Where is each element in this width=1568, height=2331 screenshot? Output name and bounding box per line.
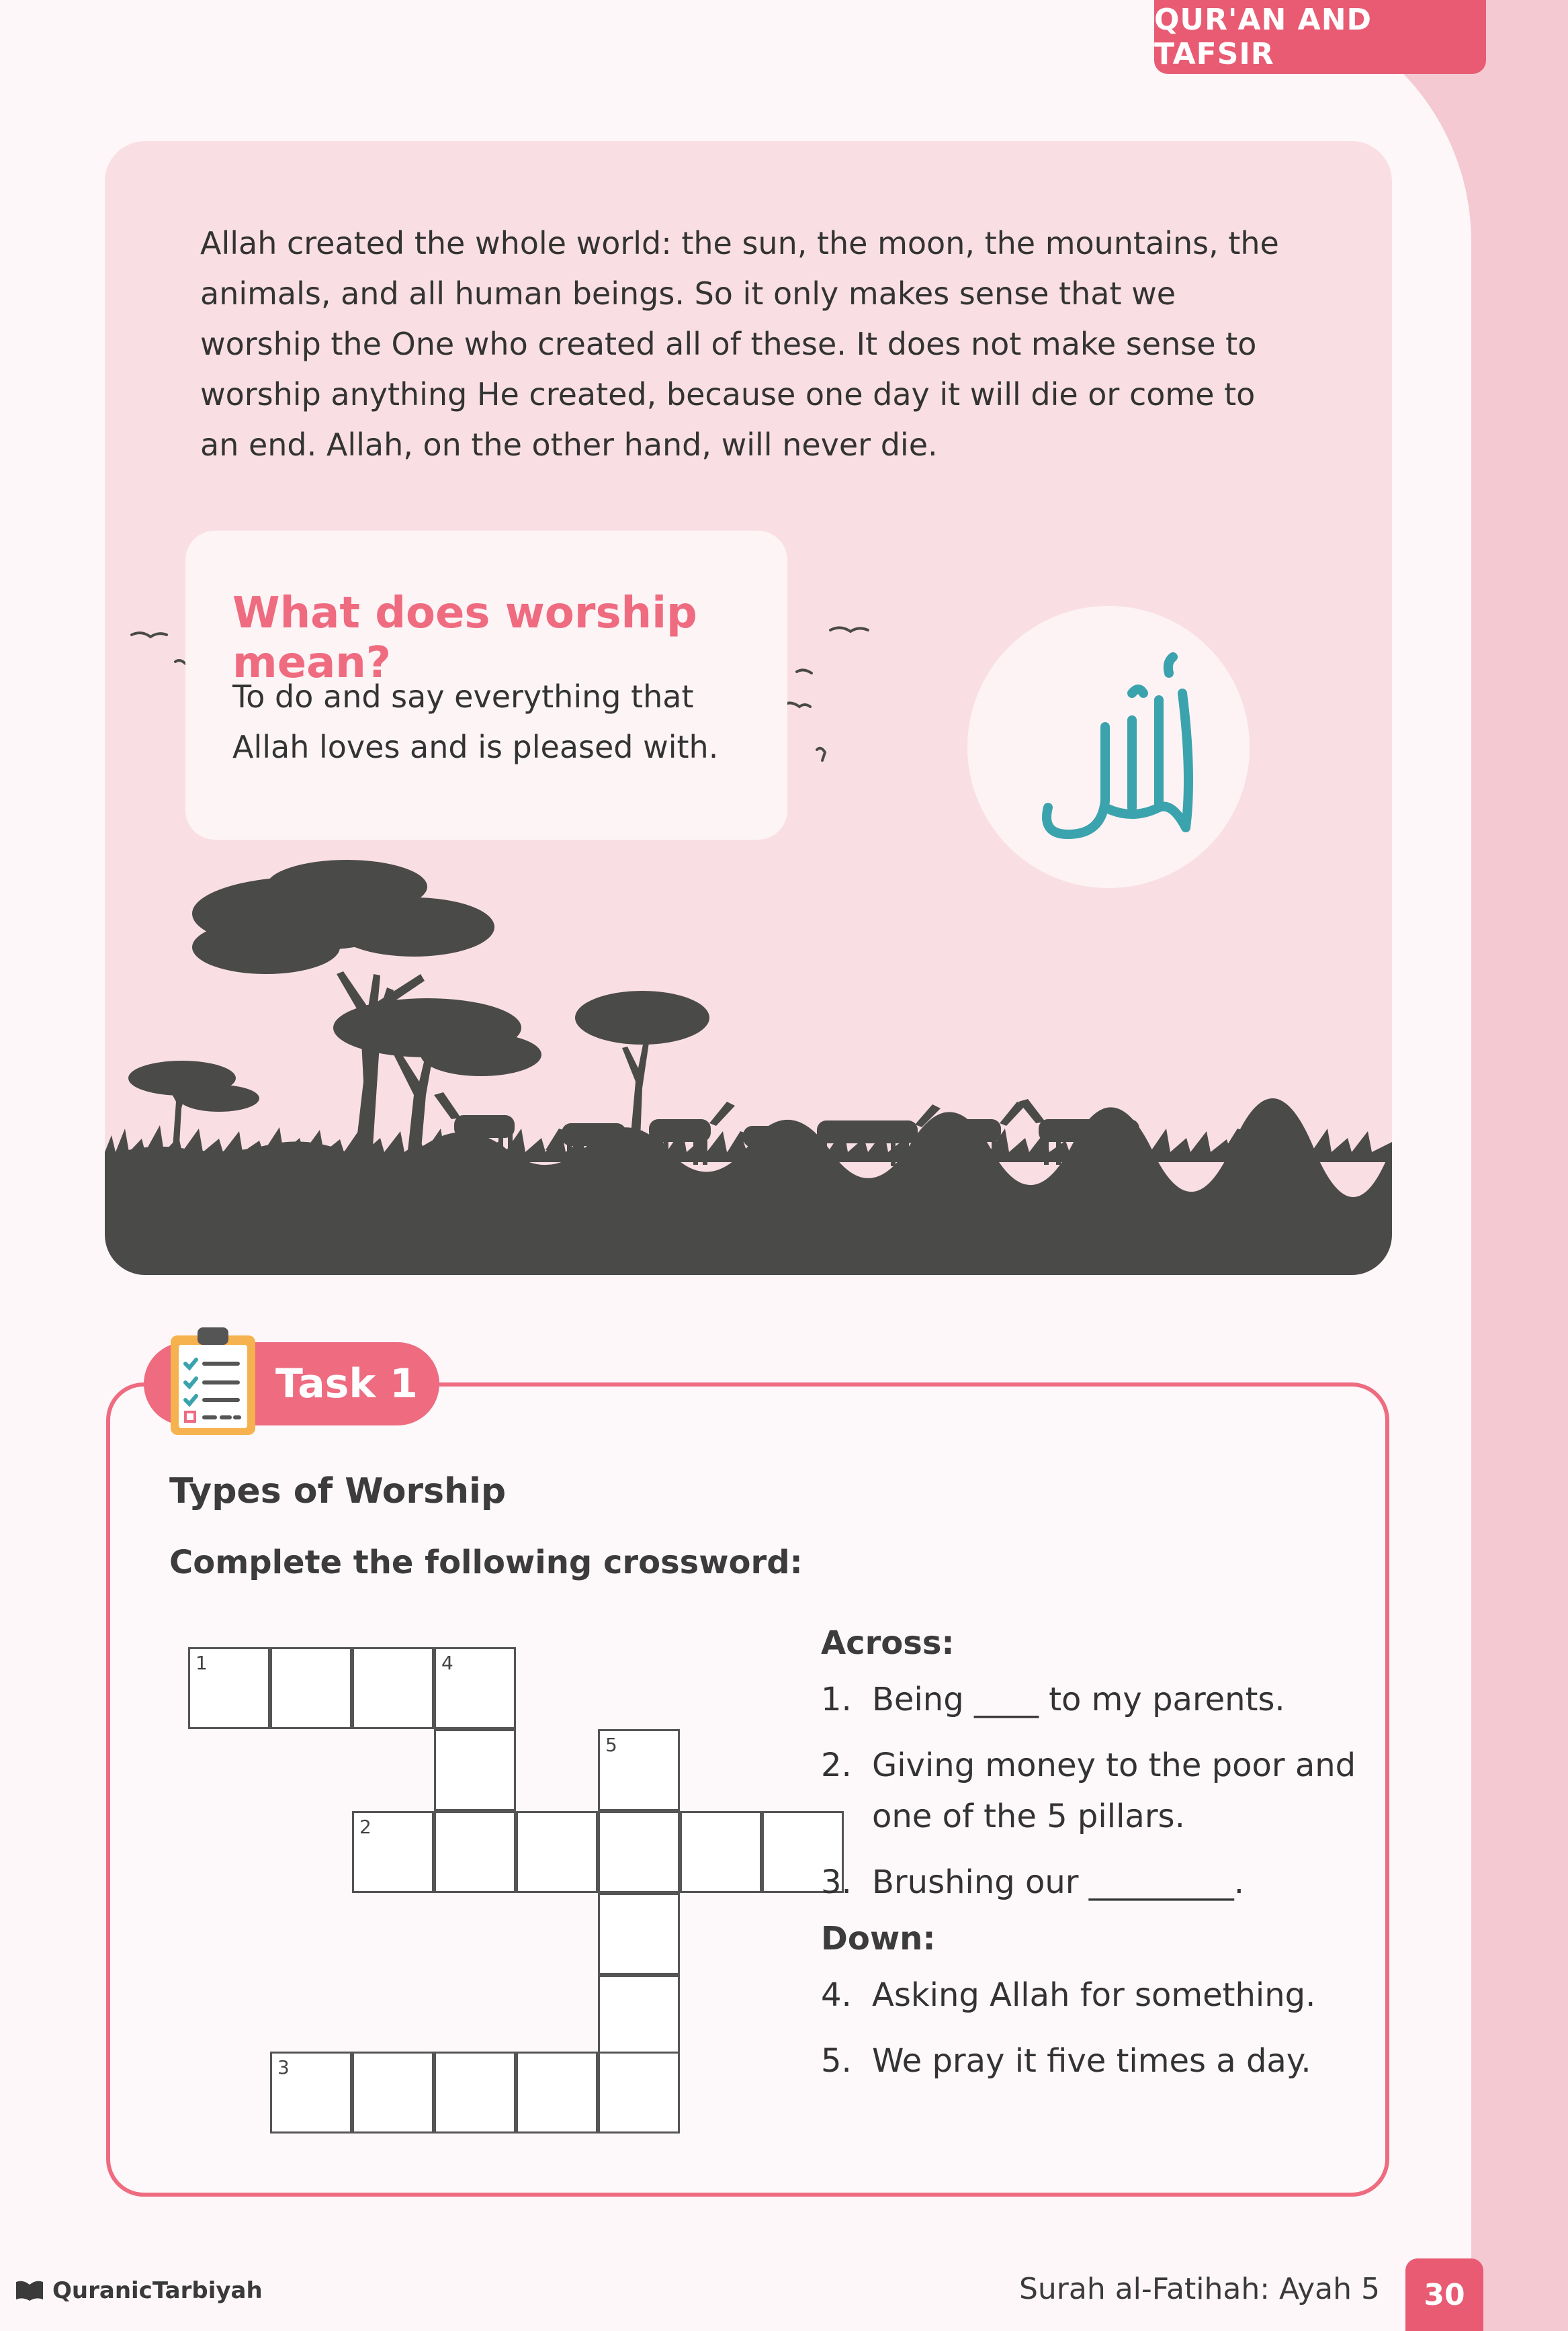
clue-item — [821, 1970, 1372, 2021]
cell-number: 4 — [441, 1652, 453, 1674]
crossword-cell[interactable] — [270, 1647, 352, 1729]
book-logo-icon — [15, 2279, 44, 2302]
allah-calligraphy-circle — [967, 606, 1250, 888]
clue-item — [821, 2035, 1372, 2086]
intro-paragraph: Allah created the whole world: the sun, the moon, the mountains, the animals, and all human beings. So it only makes sense that we worship the One who created all of these. It does not make sense to worship anything He created, because one day it will die or come to an end. Allah, on the other hand, will never die. — [200, 225, 1279, 463]
clue-item — [821, 1740, 1372, 1842]
clue-item — [821, 1857, 1372, 1908]
clue-number: 1. — [821, 1681, 852, 1718]
clipboard-checklist-icon — [168, 1323, 258, 1438]
cell-number: 1 — [195, 1652, 208, 1674]
clue-number: 4. — [821, 1976, 852, 2014]
section-tab: QUR'AN AND TAFSIR — [1154, 0, 1486, 74]
crossword-cell[interactable] — [434, 1729, 516, 1811]
down-heading: Down: — [821, 1920, 936, 1958]
brand-name: QuranicTarbiyah — [52, 2277, 263, 2304]
crossword-cell[interactable] — [352, 2052, 434, 2134]
crossword-cell[interactable] — [434, 1811, 516, 1893]
crossword-cell[interactable] — [434, 2052, 516, 2134]
crossword-cell[interactable] — [352, 1647, 434, 1729]
crossword-cell[interactable] — [598, 1975, 680, 2057]
crossword-cell[interactable] — [680, 1811, 762, 1893]
task-title: Types of Worship — [169, 1471, 507, 1511]
crossword-cell[interactable] — [188, 1647, 270, 1729]
intro-panel — [105, 141, 1392, 1275]
crossword-cell[interactable] — [598, 1729, 680, 1811]
crossword-cell[interactable] — [516, 2052, 598, 2134]
crossword-cell[interactable] — [434, 1647, 516, 1729]
definition-card — [185, 531, 787, 840]
clue-text: Being ____ to my parents. — [872, 1681, 1285, 1718]
crossword-cell[interactable] — [598, 1893, 680, 1975]
definition-text: To do and say everything that Allah loves and is pleased with. — [232, 678, 719, 765]
allah-calligraphy-icon — [967, 606, 1250, 888]
footer-brand — [15, 2277, 263, 2304]
clue-text: Giving money to the poor and one of the 5 pillars. — [872, 1747, 1356, 1835]
crossword-cell[interactable] — [598, 1811, 680, 1893]
clue-text: We pray it five times a day. — [872, 2042, 1311, 2080]
cell-number: 3 — [277, 2056, 290, 2078]
cell-number: 5 — [605, 1734, 617, 1756]
crossword-clues — [821, 1624, 1372, 2086]
task-instruction: Complete the following crossword: — [169, 1544, 803, 1581]
clue-item — [821, 1674, 1372, 1725]
clue-number: 3. — [821, 1863, 852, 1901]
clue-text: Brushing our _________. — [872, 1863, 1245, 1901]
crossword-cell[interactable] — [598, 2052, 680, 2134]
task-label: Task 1 — [144, 1342, 439, 1425]
across-heading: Across: — [821, 1624, 955, 1662]
page-number: 30 — [1405, 2258, 1483, 2331]
clue-number: 2. — [821, 1747, 852, 1784]
crossword-cell[interactable] — [270, 2052, 352, 2134]
clue-text: Asking Allah for something. — [872, 1976, 1316, 2014]
clue-number: 5. — [821, 2042, 852, 2080]
cell-number: 2 — [359, 1816, 372, 1838]
definition-heading: What does worship mean? — [232, 588, 697, 688]
crossword-cell[interactable] — [352, 1811, 434, 1893]
footer-reference: Surah al-Fatihah: Ayah 5 — [1018, 2272, 1380, 2306]
crossword-cell[interactable] — [516, 1811, 598, 1893]
